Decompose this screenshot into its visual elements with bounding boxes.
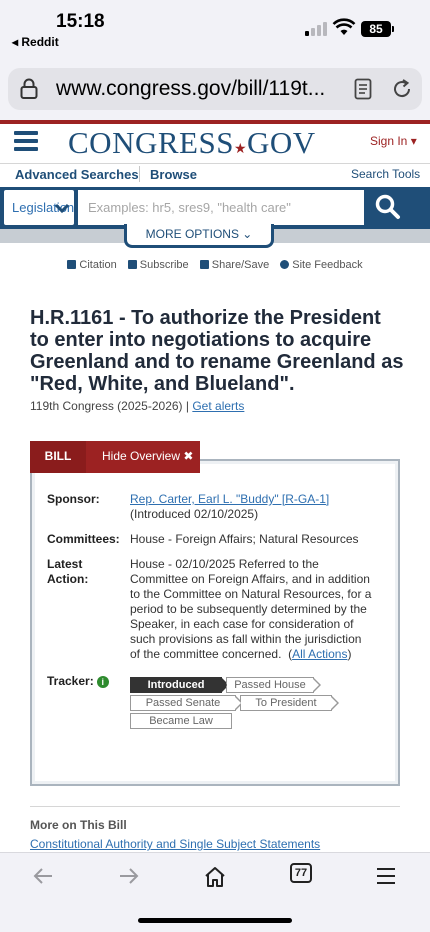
latest-action-line: period to be subsequently determined by the [130, 602, 367, 616]
subscribe-icon [128, 260, 137, 269]
latest-action-value [130, 557, 380, 662]
share-icon [200, 260, 209, 269]
reader-mode-icon[interactable] [354, 78, 372, 100]
site-header [0, 124, 430, 164]
feedback-label: Site Feedback [292, 259, 363, 271]
search-scope-select[interactable] [4, 190, 74, 225]
bill-tab[interactable]: BILL [30, 441, 86, 473]
page-tools [0, 259, 430, 275]
latest-action-line: Speaker, in each case for consideration of [130, 617, 354, 631]
citation-icon [67, 260, 76, 269]
forward-arrow-icon[interactable] [118, 865, 140, 887]
lock-icon [20, 78, 38, 100]
back-arrow-icon[interactable] [32, 865, 54, 887]
all-actions-link[interactable]: All Actions [292, 647, 348, 661]
battery-icon: 85 [361, 21, 391, 37]
congress-session [30, 399, 244, 413]
sponsor-link[interactable]: Rep. Carter, Earl L. "Buddy" [R-GA-1] [130, 492, 330, 506]
constitutional-authority-link[interactable]: Constitutional Authority and Single Subject Statements [30, 837, 321, 851]
subscribe-link[interactable] [128, 259, 189, 271]
overview-tab-bar [30, 441, 200, 473]
sign-in-button[interactable]: Sign In ▾ [370, 134, 417, 148]
info-icon[interactable]: i [97, 676, 109, 688]
introduced-date: (Introduced 02/10/2025) [130, 507, 259, 521]
latest-label-line1: Latest [47, 557, 83, 571]
browser-address-area [0, 56, 430, 120]
latest-label-line2: Action: [47, 572, 89, 586]
search-input[interactable] [78, 190, 364, 225]
latest-action-line: such provisions as fall within the jurisdiction [130, 632, 362, 646]
search-tools-link[interactable]: Search Tools [351, 167, 421, 181]
menu-icon[interactable] [376, 867, 396, 885]
logo-text: CONGRESS [68, 125, 234, 160]
committees-label: Committees: [47, 532, 120, 546]
logo-tld: GOV [247, 125, 316, 160]
share-save-link[interactable] [200, 259, 269, 271]
browse-link[interactable]: Browse [150, 167, 197, 182]
star-icon: ★ [233, 142, 247, 157]
share-label: Share/Save [211, 259, 270, 271]
chevron-down-icon [54, 202, 70, 214]
more-options-button[interactable]: MORE OPTIONS ⌄ [124, 224, 274, 248]
signal-icon [305, 22, 327, 36]
section-divider [30, 806, 400, 807]
latest-action-label [47, 557, 88, 587]
get-alerts-link[interactable]: Get alerts [192, 399, 245, 413]
search-scope-value: Legislation [12, 200, 75, 215]
tracker-step-passed-senate: Passed Senate [130, 695, 236, 711]
search-bar [0, 187, 430, 229]
citation-label: Citation [79, 259, 117, 271]
advanced-searches-link[interactable]: Advanced Searches [15, 167, 139, 182]
battery-tip [392, 26, 394, 32]
page-title: H.R.1161 - To authorize the President to enter into negotiations to acquire Greenland and to rename Greenland as "Red, White, and Blueland". [30, 307, 404, 395]
tracker-label: Tracker: [47, 674, 94, 688]
subscribe-label: Subscribe [139, 259, 189, 271]
clock: 15:18 [56, 11, 105, 32]
feedback-icon [280, 260, 289, 269]
congress-gov-logo[interactable] [68, 125, 316, 161]
home-indicator [138, 918, 292, 923]
url-text[interactable]: www.congress.gov/bill/119t... [56, 77, 326, 100]
tracker-label-group [47, 674, 109, 689]
secondary-nav [0, 164, 430, 187]
committees-value: House - Foreign Affairs; Natural Resources [130, 532, 359, 546]
more-on-bill-heading: More on This Bill [30, 818, 127, 832]
address-bar[interactable] [8, 68, 422, 110]
close-paren: ) [347, 647, 352, 661]
congress-label: 119th Congress (2025-2026) | [30, 399, 189, 413]
reload-icon[interactable] [390, 77, 414, 101]
search-icon[interactable] [374, 193, 402, 221]
nav-divider [139, 166, 140, 182]
tracker-step-passed-house: Passed House [226, 677, 314, 693]
latest-action-line: of the committee concerned. ( [130, 647, 293, 661]
hide-overview-button[interactable]: Hide Overview ✖ [102, 449, 194, 463]
home-icon[interactable] [203, 865, 227, 889]
latest-action-line: to the Committee on Natural Resources, for a [130, 587, 372, 601]
tracker-step-introduced: Introduced [130, 677, 222, 693]
site-feedback-link[interactable] [280, 259, 362, 271]
sponsor-label: Sponsor: [47, 492, 100, 506]
menu-icon[interactable] [14, 131, 38, 153]
wifi-icon [333, 20, 355, 36]
tabs-button[interactable]: 77 [290, 863, 312, 883]
latest-action-line: Committee on Foreign Affairs, and in addition [130, 572, 370, 586]
citation-link[interactable] [67, 259, 116, 271]
back-to-app-link[interactable]: ◂ Reddit [12, 35, 59, 49]
status-bar [0, 0, 430, 56]
tracker-step-to-president: To President [240, 695, 332, 711]
sponsor-value [130, 492, 329, 522]
latest-action-line: House - 02/10/2025 Referred to the [130, 557, 319, 571]
tracker-step-became-law: Became Law [130, 713, 232, 729]
